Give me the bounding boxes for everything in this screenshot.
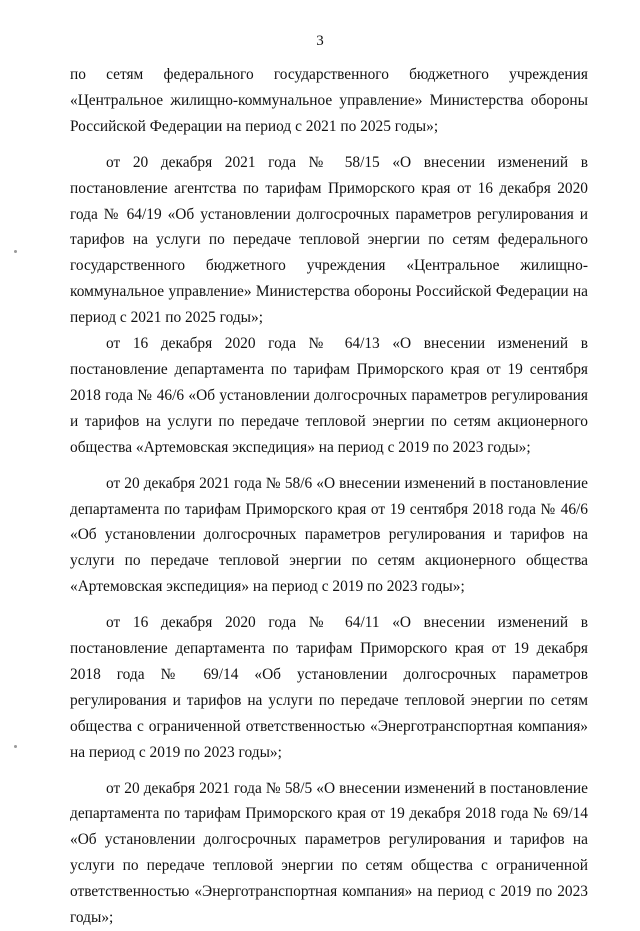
paragraph: от 20 декабря 2021 года № 58/6 «О внесении изменений в постановление департамента по тарифам Приморского края от 19 сентября 2018 года № 46/6 «Об установлении долгосрочных параметров регулирования и тарифов на услуги по передаче тепловой энергии по сетям акционерного общества «Артемовская экспедиция» на период с 2019 по 2023 годы»; — [70, 474, 588, 596]
scan-mark — [14, 250, 17, 253]
page-number: 3 — [316, 33, 324, 49]
paragraph: от 20 декабря 2021 года № 58/5 «О внесении изменений в постановление департамента по тарифам Приморского края от 19 декабря 2018 года № 69/14 «Об установлении долгосрочных параметров регулирования и тарифов на услуги по передаче тепловой энергии по сетям общества с ограниченной ответственностью «Энерготранспортная компания» на период с 2019 по 2023 годы»; — [70, 779, 588, 927]
paragraph: от 20 декабря 2021 года № 58/15 «О внесении изменений в постановление агентства по тарифам Приморского края от 16 декабря 2020 года № 64/19 «Об установлении долгосрочных параметров регулирования и тарифов на услуги по передаче тепловой энергии по сетям федерального государственного бюджетного учреждения «Центральное жилищно-коммунальное управление» Министерства обороны Российской Федерации на период с 2021 по 2025 годы»; — [70, 153, 588, 327]
document-body — [70, 62, 588, 931]
paragraph: от 16 декабря 2020 года № 64/11 «О внесении изменений в постановление департамента по тарифам Приморского края от 19 декабря 2018 года № 69/14 «Об установлении долгосрочных параметров регулирования и тарифов на услуги по передаче тепловой энергии по сетям общества с ограниченной ответственностью «Энерготранспортная компания» на период с 2019 по 2023 годы»; — [70, 614, 588, 761]
scan-mark — [14, 745, 17, 748]
paragraph: по сетям федерального государственного бюджетного учреждения «Центральное жилищно-коммунальное управление» Министерства обороны Российской Федерации на период с 2021 по 2025 годы»; — [70, 66, 588, 135]
paragraph: от 16 декабря 2020 года № 64/13 «О внесении изменений в постановление департамента по тарифам Приморского края от 19 сентября 2018 года № 46/6 «Об установлении долгосрочных параметров регулирования и тарифов на услуги по передаче тепловой энергии по сетям акционерного общества «Артемовская экспедиция» на период с 2019 по 2023 годы»; — [70, 335, 588, 456]
